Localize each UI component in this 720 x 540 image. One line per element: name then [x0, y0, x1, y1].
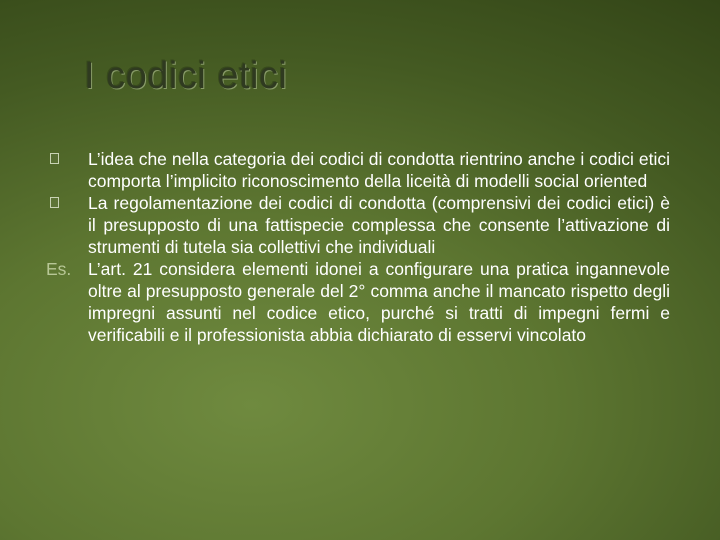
paragraph-text: L’idea che nella categoria dei codici di condotta rientrino anche i codici etici comporta l’implicito riconoscimento della liceità di modelli social oriented: [88, 149, 670, 191]
example-paragraph: [46, 258, 670, 346]
example-label: Es.: [46, 259, 72, 279]
bullet-paragraph-2: [46, 192, 670, 258]
square-bullet-icon: [50, 197, 59, 208]
paragraph-text: La regolamentazione dei codici di condotta (comprensivi dei codici etici) è il presupposto di una fattispecie complessa che consente l’attivazione di strumenti di tutela sia collettivi che individuali: [88, 193, 670, 257]
bullet-paragraph-1: [46, 148, 670, 192]
paragraph-text: L’art. 21 considera elementi idonei a configurare una pratica ingannevole oltre al presupposto generale del 2° comma anche il mancato rispetto degli impregni assunti nel codice etico, purché si tratti di impegni fermi e verificabili e il professionista abbia dichiarato di esservi vincolato: [88, 259, 670, 345]
square-bullet-icon: [50, 153, 59, 164]
slide-body: [46, 148, 670, 346]
slide-title: I codici etici: [84, 55, 288, 97]
